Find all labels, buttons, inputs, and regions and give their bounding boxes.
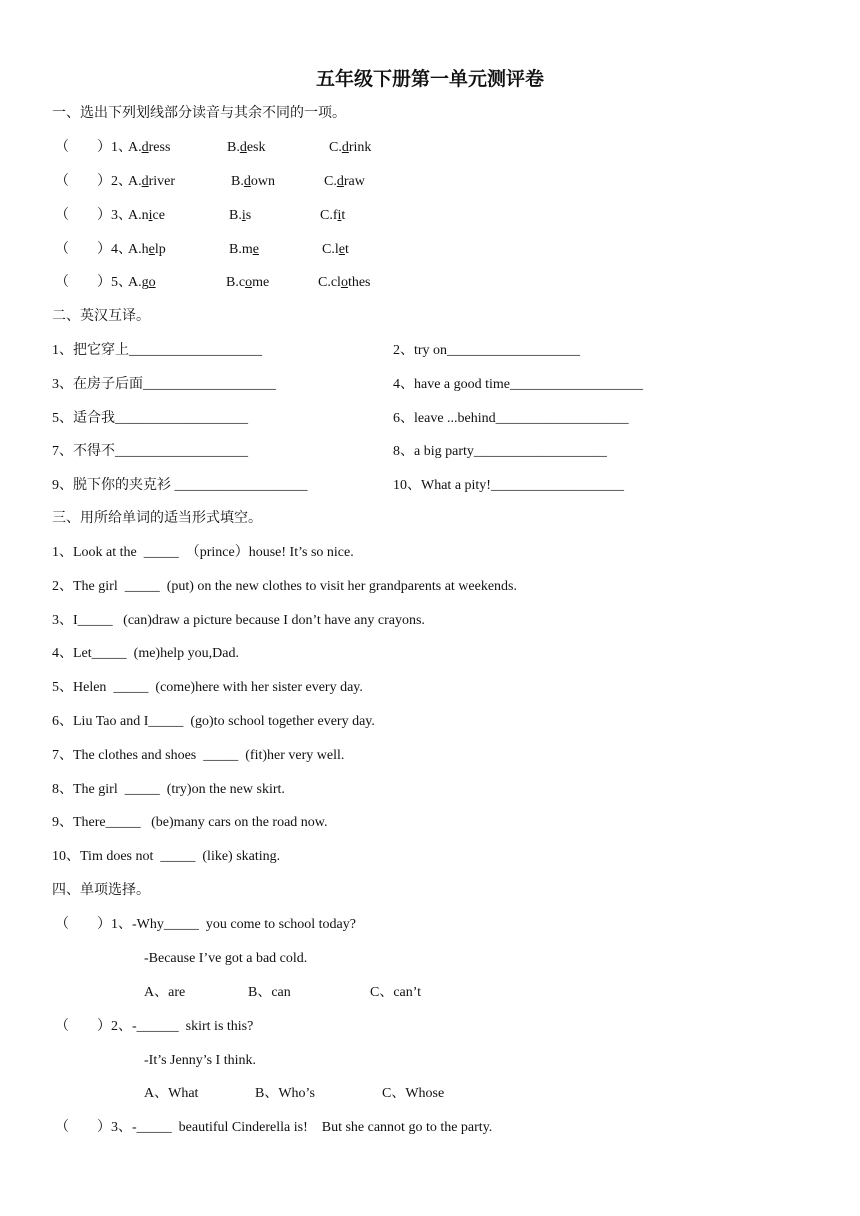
option-text: s (245, 208, 252, 223)
translation-item-left: 3、在房子后面___________________ (52, 377, 276, 392)
option-text: A. (128, 174, 142, 189)
phonics-option-c (329, 139, 371, 157)
question-2: （ ）2、-______ skirt is this? (55, 1019, 254, 1034)
question-2-answer: -It’s Jenny’s I think. (144, 1053, 256, 1068)
underlined-letters: e (338, 242, 345, 257)
underlined-letters: d (341, 140, 349, 155)
page-title: 五年级下册第一单元测评卷 (315, 69, 544, 90)
option-text: B. (227, 140, 240, 155)
phonics-option-b (227, 139, 266, 157)
option-text: esk (246, 140, 266, 155)
option-text: B.c (226, 275, 246, 290)
option-text: ce (152, 208, 165, 223)
option-text: C. (324, 174, 337, 189)
translation-item-left: 7、不得不___________________ (52, 444, 248, 459)
underlined-letters: d (141, 174, 149, 189)
question-1-option-b: B、can (248, 985, 291, 1000)
option-text: B. (229, 208, 242, 223)
fill-blank-item: 8、The girl _____ (try)on the new skirt. (52, 781, 285, 797)
fill-blank-item: 3、I_____ (can)draw a picture because I don’t have any crayons. (52, 612, 425, 628)
translation-item-right: 2、try on___________________ (393, 343, 581, 358)
underlined-letters: d (141, 140, 149, 155)
translation-item-right: 8、a big party___________________ (393, 444, 607, 459)
underlined-letters: i (337, 208, 342, 223)
underlined-letters: o (148, 275, 156, 290)
phonics-item-number: （ ）1、 (55, 140, 132, 155)
phonics-item-number: （ ）2、 (55, 174, 132, 189)
fill-blank-item: 5、Helen _____ (come)here with her sister every day. (52, 680, 363, 696)
phonics-option-c (318, 274, 371, 292)
option-text: rink (348, 140, 372, 155)
fill-blank-item: 2、The girl _____ (put) on the new clothes to visit her grandparents at weekends. (52, 578, 517, 594)
option-text: C. (329, 140, 342, 155)
underlined-letters: e (148, 242, 155, 257)
phonics-option-a (128, 207, 165, 225)
question-1: （ ）1、-Why_____ you come to school today? (55, 917, 356, 932)
option-text: own (250, 174, 275, 189)
option-text: t (341, 208, 346, 223)
option-text: raw (343, 174, 365, 189)
option-text: river (148, 174, 176, 189)
phonics-option-c (322, 241, 349, 259)
underlined-letters: i (148, 208, 153, 223)
phonics-option-b (229, 207, 251, 225)
underlined-letters: d (243, 174, 251, 189)
phonics-option-a (128, 241, 166, 259)
question-3: （ ）3、-_____ beautiful Cinderella is! But she cannot go to the party. (55, 1120, 493, 1135)
phonics-option-a (128, 274, 156, 292)
option-text: C.f (320, 208, 338, 223)
phonics-option-c (324, 173, 365, 191)
translation-item-left: 9、脱下你的夹克衫 ___________________ (52, 478, 308, 493)
option-text: C.l (322, 242, 339, 257)
option-text: A.g (128, 275, 149, 290)
phonics-item-number: （ ）4、 (55, 242, 132, 257)
option-text: B.m (229, 242, 253, 257)
phonics-item-number: （ ）3、 (55, 208, 132, 223)
option-text: A. (128, 140, 142, 155)
option-text: A.n (128, 208, 149, 223)
fill-blank-item: 6、Liu Tao and I_____ (go)to school together every day. (52, 714, 375, 729)
phonics-option-b (229, 241, 259, 259)
phonics-item-number: （ ）5、 (55, 275, 132, 290)
question-2-option-a: A、What (144, 1086, 199, 1101)
underlined-letters: i (241, 208, 246, 223)
option-text: thes (347, 275, 371, 290)
option-text: ress (148, 140, 171, 155)
option-text: C.cl (318, 275, 341, 290)
fill-blank-item: 10、Tim does not _____ (like) skating. (52, 849, 281, 865)
question-1-option-a: A、are (144, 985, 186, 1000)
translation-item-left: 5、适合我___________________ (52, 411, 248, 426)
question-1-answer: -Because I’ve got a bad cold. (144, 951, 308, 966)
fill-blank-item: 1、Look at the _____ （prince）house! It’s so nice. (52, 545, 354, 560)
question-2-option-c: C、Whose (382, 1086, 445, 1101)
translation-item-right: 6、leave ...behind___________________ (393, 411, 629, 426)
underlined-letters: o (340, 275, 348, 290)
fill-blank-item: 9、There_____ (be)many cars on the road now. (52, 815, 328, 831)
question-1-option-c: C、can’t (370, 985, 422, 1000)
option-text: A.h (128, 242, 149, 257)
fill-blank-item: 7、The clothes and shoes _____ (fit)her very well. (52, 747, 345, 763)
underlined-letters: o (245, 275, 253, 290)
section-3-heading: 三、用所给单词的适当形式填空。 (52, 511, 262, 526)
phonics-option-a (128, 173, 175, 191)
question-2-option-b: B、Who’s (255, 1086, 315, 1101)
option-text: B. (231, 174, 244, 189)
translation-item-left: 1、把它穿上___________________ (52, 343, 262, 358)
translation-item-right: 4、have a good time___________________ (393, 377, 644, 392)
underlined-letters: e (252, 242, 259, 257)
phonics-option-c (320, 207, 345, 225)
phonics-option-a (128, 139, 170, 157)
phonics-option-b (226, 274, 269, 292)
section-4-heading: 四、单项选择。 (52, 883, 150, 898)
fill-blank-item: 4、Let_____ (me)help you,Dad. (52, 646, 240, 662)
option-text: t (344, 242, 349, 257)
underlined-letters: d (336, 174, 344, 189)
option-text: me (252, 275, 270, 290)
translation-item-right: 10、What a pity!___________________ (393, 478, 624, 493)
section-2-heading: 二、英汉互译。 (52, 309, 150, 324)
underlined-letters: d (239, 140, 247, 155)
option-text: lp (154, 242, 166, 257)
phonics-option-b (231, 173, 275, 191)
section-1-heading: 一、选出下列划线部分读音与其余不同的一项。 (52, 106, 346, 121)
